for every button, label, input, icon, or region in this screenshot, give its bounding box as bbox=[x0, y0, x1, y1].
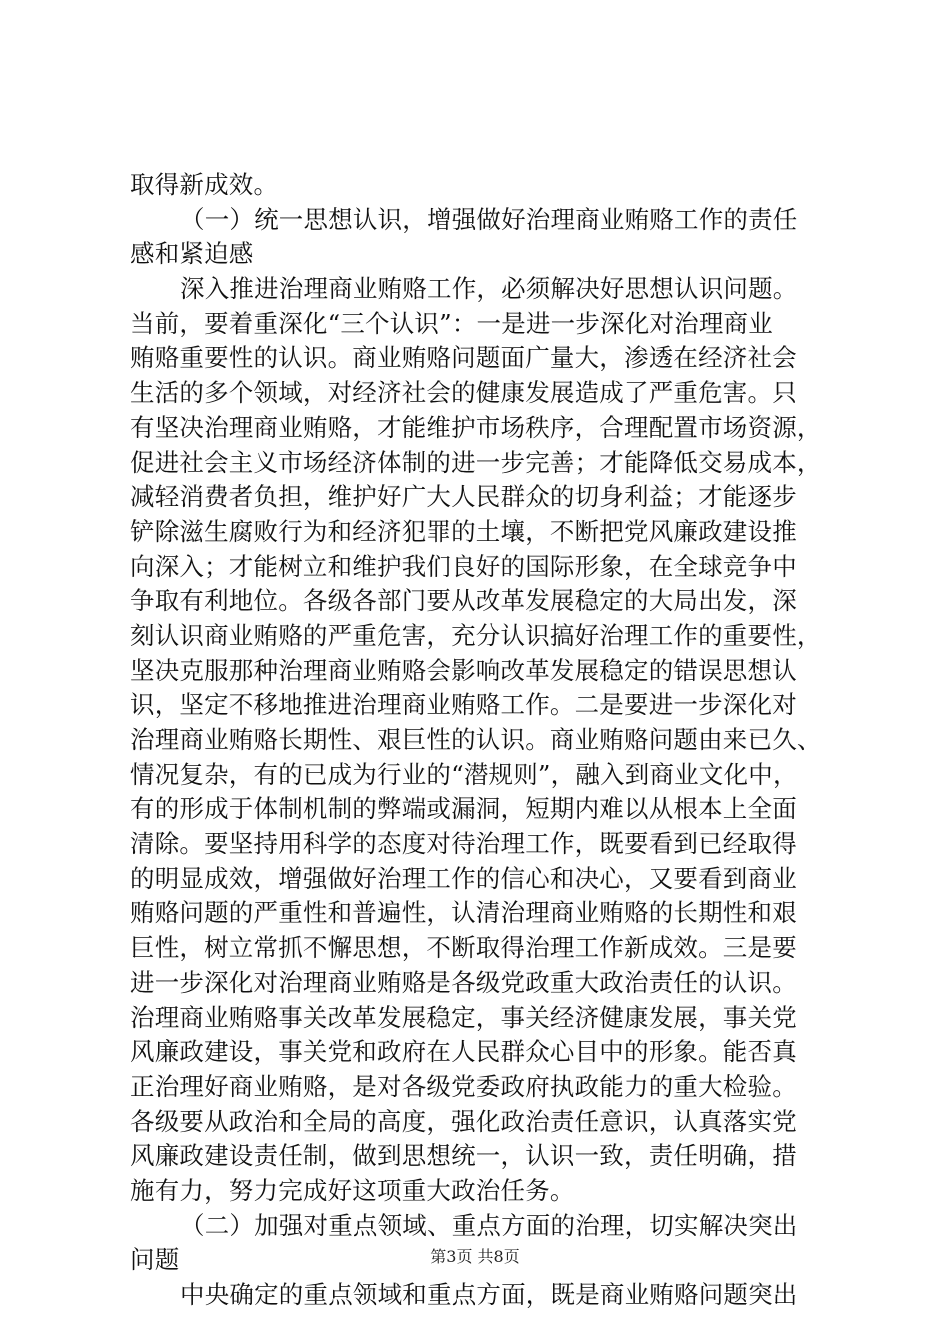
text-line: 风廉政建设，事关党和政府在人民群众心目中的形象。能否真 bbox=[130, 1037, 797, 1067]
page-number-footer: 第3页 共8页 bbox=[430, 1247, 520, 1266]
text-line: 坚决克服那种治理商业贿赂会影响改革发展稳定的错误思想认 bbox=[130, 655, 797, 685]
text-line: 刻认识商业贿赂的严重危害，充分认识搞好治理工作的重要性， bbox=[130, 620, 822, 650]
text-line: 感和紧迫感 bbox=[130, 239, 254, 269]
text-line: （二）加强对重点领域、重点方面的治理，切实解决突出 bbox=[180, 1210, 798, 1240]
text-line: 减轻消费者负担，维护好广大人民群众的切身利益；才能逐步 bbox=[130, 482, 797, 512]
text-line: 识，坚定不移地推进治理商业贿赂工作。二是要进一步深化对 bbox=[130, 690, 797, 720]
text-line: 正治理好商业贿赂，是对各级党委政府执政能力的重大检验。 bbox=[130, 1071, 797, 1101]
text-line: 施有力，努力完成好这项重大政治任务。 bbox=[130, 1175, 575, 1205]
text-line: 向深入；才能树立和维护我们良好的国际形象，在全球竞争中 bbox=[130, 551, 797, 581]
text-line: 有坚决治理商业贿赂，才能维护市场秩序，合理配置市场资源， bbox=[130, 412, 822, 442]
document-body bbox=[130, 168, 840, 1313]
text-line: 促进社会主义市场经济体制的进一步完善；才能降低交易成本， bbox=[130, 447, 822, 477]
text-line: 问题 bbox=[130, 1245, 180, 1275]
text-line: 各级要从政治和全局的高度，强化政治责任意识，认真落实党 bbox=[130, 1106, 797, 1136]
text-line: （一）统一思想认识，增强做好治理商业贿赂工作的责任 bbox=[180, 204, 798, 234]
text-line: 争取有利地位。各级各部门要从改革发展稳定的大局出发，深 bbox=[130, 586, 797, 616]
text-line: 风廉政建设责任制，做到思想统一，认识一致，责任明确，措 bbox=[130, 1141, 797, 1171]
text-line: 贿赂问题的严重性和普遍性，认清治理商业贿赂的长期性和艰 bbox=[130, 898, 797, 928]
text-line: 治理商业贿赂长期性、艰巨性的认识。商业贿赂问题由来已久、 bbox=[130, 725, 822, 754]
text-line: 中央确定的重点领域和重点方面，既是商业贿赂问题突出 bbox=[180, 1280, 798, 1309]
text-line: 取得新成效。 bbox=[130, 170, 279, 199]
text-line: 进一步深化对治理商业贿赂是各级党政重大政治责任的认识。 bbox=[130, 967, 797, 997]
text-line: 贿赂重要性的认识。商业贿赂问题面广量大，渗透在经济社会 bbox=[130, 343, 797, 373]
text-line: 情况复杂，有的已成为行业的“潜规则”，融入到商业文化中， bbox=[130, 759, 798, 789]
text-line: 清除。要坚持用科学的态度对待治理工作，既要看到已经取得 bbox=[130, 829, 797, 859]
text-line: 当前，要着重深化“三个认识”：一是进一步深化对治理商业 bbox=[130, 308, 773, 338]
text-line: 铲除滋生腐败行为和经济犯罪的土壤，不断把党风廉政建设推 bbox=[130, 516, 797, 546]
text-line: 的明显成效，增强做好治理工作的信心和决心，又要看到商业 bbox=[130, 863, 797, 893]
text-line: 深入推进治理商业贿赂工作，必须解决好思想认识问题。 bbox=[180, 274, 798, 304]
text-line: 生活的多个领域，对经济社会的健康发展造成了严重危害。只 bbox=[130, 378, 797, 408]
text-line: 有的形成于体制机制的弊端或漏洞，短期内难以从根本上全面 bbox=[130, 794, 797, 824]
text-line: 巨性，树立常抓不懈思想，不断取得治理工作新成效。三是要 bbox=[130, 933, 797, 963]
text-line: 治理商业贿赂事关改革发展稳定，事关经济健康发展，事关党 bbox=[130, 1002, 797, 1032]
